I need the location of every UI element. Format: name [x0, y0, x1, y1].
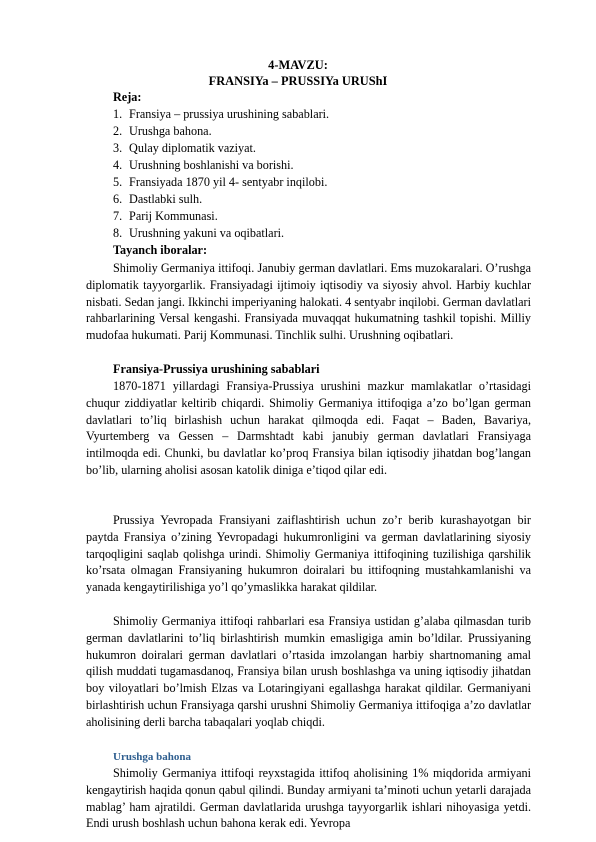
- paragraph: 1870-1871 yillardagi Fransiya-Prussiya urushini mazkur mamlakatlar o’rtasidagi chuqur ziddiyatlar keltirib chiqardi. Shimoliy Germaniya ittifoqiga a’zo bo’lgan german davlatlari to’liq birlashish uchun harakat qilmoqda edi. Faqat – Baden, Bavariya, Vyurtemberg va Gessen – Darmshtadt kabi janubiy german davlatlari Fransiyaga intilmoqda edi. Chunki, bu davlatlar ko’proq Fransiya bilan iqtisodiy jihatdan bog’langan bo’lib, ularning aholisi asosan katolik diniga e’tiqod qilar edi.: [86, 379, 531, 477]
- key-terms-heading: Tayanch iboralar:: [113, 243, 208, 257]
- paragraph: Prussiya Yevropada Fransiyani zaiflashtirish uchun zo’r berib kurashayotgan bir paytda Fransiya o’zining Yevropadagi hukumronligini va german davlatlarining siyosiy tarqoqligini saqlab qolishga urindi. Shimoliy Germaniya ittifoqining tuzilishiga qarshilik ko’rsata olmagan Fransiyaning hukumron doiralari bu ittifoqning mustahkamlanishi va yanada kengaytirilishiga yo’l qo’ymaslikka harakat qildilar.: [86, 513, 531, 595]
- list-item: 8. Urushning yakuni va oqibatlari.: [113, 226, 285, 240]
- list-item: 7. Parij Kommunasi.: [113, 209, 218, 223]
- list-item: 6. Dastlabki sulh.: [113, 192, 203, 206]
- sub-heading: Urushga bahona: [113, 751, 191, 763]
- plan-heading: Reja:: [113, 90, 142, 104]
- list-item: 4. Urushning boshlanishi va borishi.: [113, 158, 294, 172]
- list-item: 2. Urushga bahona.: [113, 124, 212, 138]
- list-item: 1. Fransiya – prussiya urushining sabablari.: [113, 107, 330, 121]
- list-item: 3. Qulay diplomatik vaziyat.: [113, 141, 256, 155]
- page-title: FRANSIYa – PRUSSIYa URUShI: [208, 74, 388, 88]
- plan-list: [113, 106, 534, 242]
- paragraph: Shimoliy Germaniya ittifoqi rahbarlari esa Fransiya ustidan g’alaba qilmasdan turib german davlatlarini to’liq birlashtirish mumkin emasligiga amin bo’ldilar. Prussiyaning hukumron doiralari german davlatlari o’rtasida imzolangan harbiy shartnomaning amal qilish muddati tugamasdanoq, Fransiya bilan urush boshlashga va uning iqtisodiy jihatdan boy viloyatlari bo’lmish Elzas va Lotaringiyani egallashga harakat qildilar. Germaniyani birlashtirish uchun Fransiyaga qarshi urushni Shimoliy Germaniya ittifoqiga a’zo davlatlar aholisining derli barcha tabaqalari yoqlab chiqdi.: [86, 614, 531, 729]
- section-heading: Fransiya-Prussiya urushining sabablari: [113, 362, 320, 376]
- paragraph: Shimoliy Germaniya ittifoqi reyxstagida ittifoq aholisining 1% miqdorida armiyani kengaytirish haqida qonun qabul qilindi. Bunday armiyani ta’minoti uchun yetarli darajada mablag’ ham ajratildi. German davlatlarida urushga tayyorgarlik ishlari nihoyasiga yetdi. Endi urush boshlash uchun bahona kerak edi. Yevropa: [86, 766, 531, 831]
- list-item: 5. Fransiyada 1870 yil 4- sentyabr inqilobi.: [113, 175, 328, 189]
- plan-section: [113, 89, 534, 259]
- topic-number: 4-MAVZU:: [268, 58, 328, 72]
- key-terms-paragraph: Shimoliy Germaniya ittifoqi. Janubiy german davlatlari. Ems muzokaralari. O’rushga diplomatik tayyorgarlik. Fransiyadagi ijtimoiy iqtisodiy va siyosiy ahvol. Harbiy kuchlar nisbati. Sedan jangi. Ikkinchi imperiyaning halokati. 4 sentyabr inqilobi. German davlatlari rahbarlarining Versal kengashi. Fransiyada muvaqqat hukumatning tashkil topishi. Milliy mudofaa hukumati. Parij Kommunasi. Tinchlik sulhi. Urushning oqibatlari.: [86, 261, 531, 343]
